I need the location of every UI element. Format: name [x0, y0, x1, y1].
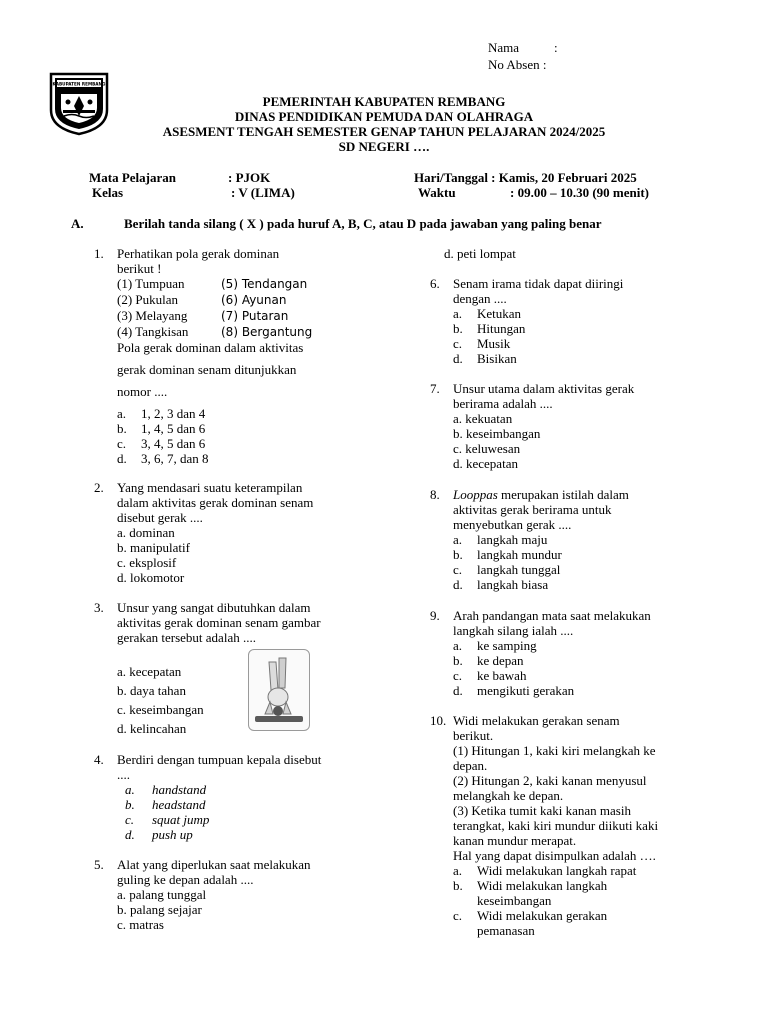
move-item: (3) Melayang [117, 308, 188, 323]
answer-option[interactable]: d. 3, 6, 7, dan 8 [117, 451, 209, 466]
answer-option[interactable]: c. squat jump [125, 812, 210, 827]
question-7 [430, 381, 634, 471]
answer-option[interactable]: c. keseimbangan [117, 702, 204, 717]
question-text: menyebutkan gerak .... [453, 517, 572, 532]
question-number: 4. [94, 752, 104, 767]
subject-label: Mata Pelajaran [89, 170, 177, 185]
answer-option[interactable]: a. kecepatan [117, 664, 182, 679]
question-text: Berdiri dengan tumpuan kepala disebut [117, 752, 322, 767]
question-text: langkah silang ialah .... [453, 623, 574, 638]
question-number: 7. [430, 381, 440, 396]
move-item: (6) Ayunan [221, 293, 287, 307]
move-item: (8) Bergantung [221, 325, 313, 339]
answer-option[interactable]: a. handstand [125, 782, 207, 797]
answer-option[interactable]: b. daya tahan [117, 683, 186, 698]
answer-option[interactable]: a. 1, 2, 3 dan 4 [117, 406, 206, 421]
answer-option[interactable]: b. 1, 4, 5 dan 6 [117, 421, 206, 436]
question-text: dalam aktivitas gerak dominan senam [117, 495, 314, 510]
answer-option[interactable]: a. Widi melakukan langkah rapat [453, 863, 637, 878]
answer-option[interactable]: b. Hitungan [453, 321, 526, 336]
answer-option[interactable]: c. Musik [453, 336, 511, 351]
section-instruction: Berilah tanda silang ( X ) pada huruf A, B, C, atau D pada jawaban yang paling benar [124, 216, 602, 231]
question-text: Pola gerak dominan dalam aktivitas [117, 340, 304, 355]
question-5 [94, 857, 311, 932]
time-label: Waktu [418, 185, 456, 200]
question-text: aktivitas gerak berirama untuk [453, 502, 612, 517]
answer-option[interactable]: c. 3, 4, 5 dan 6 [117, 436, 206, 451]
answer-option[interactable]: a. Ketukan [453, 306, 522, 321]
answer-option[interactable]: d. langkah biasa [453, 577, 549, 592]
answer-option[interactable]: b. langkah mundur [453, 547, 562, 562]
header-line-3: ASESMENT TENGAH SEMESTER GENAP TAHUN PELAJARAN 2024/2025 [162, 124, 606, 139]
class-label: Kelas [92, 185, 124, 200]
answer-option[interactable]: d. kelincahan [117, 721, 187, 736]
question-text: Arah pandangan mata saat melakukan [453, 608, 651, 623]
question-text: berikut. [453, 728, 494, 743]
move-item: (2) Pukulan [117, 292, 179, 307]
answer-option[interactable]: d. Bisikan [453, 351, 517, 366]
question-text: merupakan istilah dalam [497, 487, 629, 502]
name-label: Nama [488, 40, 520, 55]
question-text: Alat yang diperlukan saat melakukan [117, 857, 311, 872]
question-number: 3. [94, 600, 104, 615]
question-text: .... [117, 767, 130, 782]
question-6 [430, 276, 623, 366]
term-looppas: Looppas [453, 487, 498, 502]
question-text: Yang mendasari suatu keterampilan [117, 480, 303, 495]
question-text: Senam irama tidak dapat diiringi [453, 276, 624, 291]
question-text: berirama adalah .... [453, 396, 553, 411]
answer-option[interactable]: c. matras [117, 917, 164, 932]
absen-label: No Absen : [488, 57, 547, 72]
answer-option[interactable]: a. dominan [117, 525, 175, 540]
question-text: aktivitas gerak dominan senam gambar [117, 615, 321, 630]
question-2 [94, 480, 313, 585]
question-text: kanan mundur merapat. [453, 833, 577, 848]
question-text: Unsur utama dalam aktivitas gerak [453, 381, 635, 396]
question-text: depan. [453, 758, 488, 773]
header-line-2: DINAS PENDIDIKAN PEMUDA DAN OLAHRAGA [234, 109, 534, 124]
answer-option[interactable]: d. lokomotor [117, 570, 185, 585]
question-text: (1) Hitungan 1, kaki kiri melangkah ke [453, 743, 656, 758]
answer-option-continuation: keseimbangan [477, 893, 552, 908]
question-8 [430, 487, 629, 592]
question-text: berikut ! [117, 261, 162, 276]
move-item: (7) Putaran [221, 309, 289, 323]
move-item: (1) Tumpuan [117, 276, 185, 291]
answer-option[interactable]: d. mengikuti gerakan [453, 683, 575, 698]
question-text: guling ke depan adalah .... [117, 872, 254, 887]
header-line-4: SD NEGERI …. [338, 139, 430, 154]
question-number: 1. [94, 246, 104, 261]
date-text: Hari/Tanggal : Kamis, 20 Februari 2025 [414, 170, 637, 185]
question-text: disebut gerak .... [117, 510, 203, 525]
question-text: dengan .... [453, 291, 507, 306]
answer-option[interactable]: c. ke bawah [453, 668, 527, 683]
question-1 [94, 246, 312, 466]
question-text: terangkat, kaki kiri mundur diikuti kaki [453, 818, 659, 833]
time-value: : 09.00 – 10.30 (90 menit) [510, 185, 650, 200]
question-text: (2) Hitungan 2, kaki kanan menyusul [453, 773, 647, 788]
subject-value: : PJOK [228, 170, 271, 185]
question-text: melangkah ke depan. [453, 788, 564, 803]
answer-option[interactable]: d. push up [125, 827, 193, 842]
question-9 [430, 608, 651, 698]
student-info [488, 39, 558, 73]
class-value: : V (LIMA) [231, 185, 295, 200]
answer-option[interactable]: c. eksplosif [117, 555, 177, 570]
question-number: 9. [430, 608, 440, 623]
move-item: (4) Tangkisan [117, 324, 189, 339]
question-number: 5. [94, 857, 104, 872]
question-text: (3) Ketika tumit kaki kanan masih [453, 803, 631, 818]
question-text: Widi melakukan gerakan senam [453, 713, 620, 728]
answer-option[interactable]: b. keseimbangan [453, 426, 541, 441]
question-number: 2. [94, 480, 104, 495]
answer-option[interactable]: c. keluwesan [453, 441, 521, 456]
logo-text: KABUPATEN REMBANG [52, 81, 106, 87]
answer-option[interactable]: d. peti lompat [444, 246, 516, 261]
question-text: Unsur yang sangat dibutuhkan dalam [117, 600, 311, 615]
move-item: (5) Tendangan [221, 277, 308, 291]
answer-option[interactable]: c. Widi melakukan gerakan [453, 908, 608, 923]
answer-option[interactable]: b. Widi melakukan langkah [453, 878, 608, 893]
answer-option[interactable]: d. kecepatan [453, 456, 518, 471]
question-text: Hal yang dapat disimpulkan adalah …. [453, 848, 656, 863]
header-line-1: PEMERINTAH KABUPATEN REMBANG [262, 94, 506, 109]
question-text: gerakan tersebut adalah .... [117, 630, 256, 645]
name-separator: : [554, 40, 558, 55]
headstand-icon [249, 650, 309, 730]
question-4 [94, 752, 321, 842]
question-text: gerak dominan senam ditunjukkan [117, 362, 297, 377]
answer-option[interactable]: a. ke samping [453, 638, 537, 653]
answer-option[interactable]: b. manipulatif [117, 540, 190, 555]
answer-option[interactable]: c. langkah tunggal [453, 562, 561, 577]
question-text: Perhatikan pola gerak dominan [117, 246, 280, 261]
answer-option[interactable]: a. langkah maju [453, 532, 548, 547]
answer-option[interactable]: b. ke depan [453, 653, 524, 668]
question-number: 8. [430, 487, 440, 502]
answer-option-continuation: pemanasan [477, 923, 535, 938]
question-10 [430, 713, 658, 938]
question-number: 6. [430, 276, 440, 291]
answer-option[interactable]: a. kekuatan [453, 411, 513, 426]
section-letter: A. [71, 216, 84, 231]
answer-option[interactable]: a. palang tunggal [117, 887, 207, 902]
answer-option[interactable]: b. palang sejajar [117, 902, 202, 917]
headstand-figure [248, 649, 310, 731]
answer-option[interactable]: b. headstand [125, 797, 206, 812]
question-number: 10. [430, 713, 447, 728]
question-text: nomor .... [117, 384, 168, 399]
